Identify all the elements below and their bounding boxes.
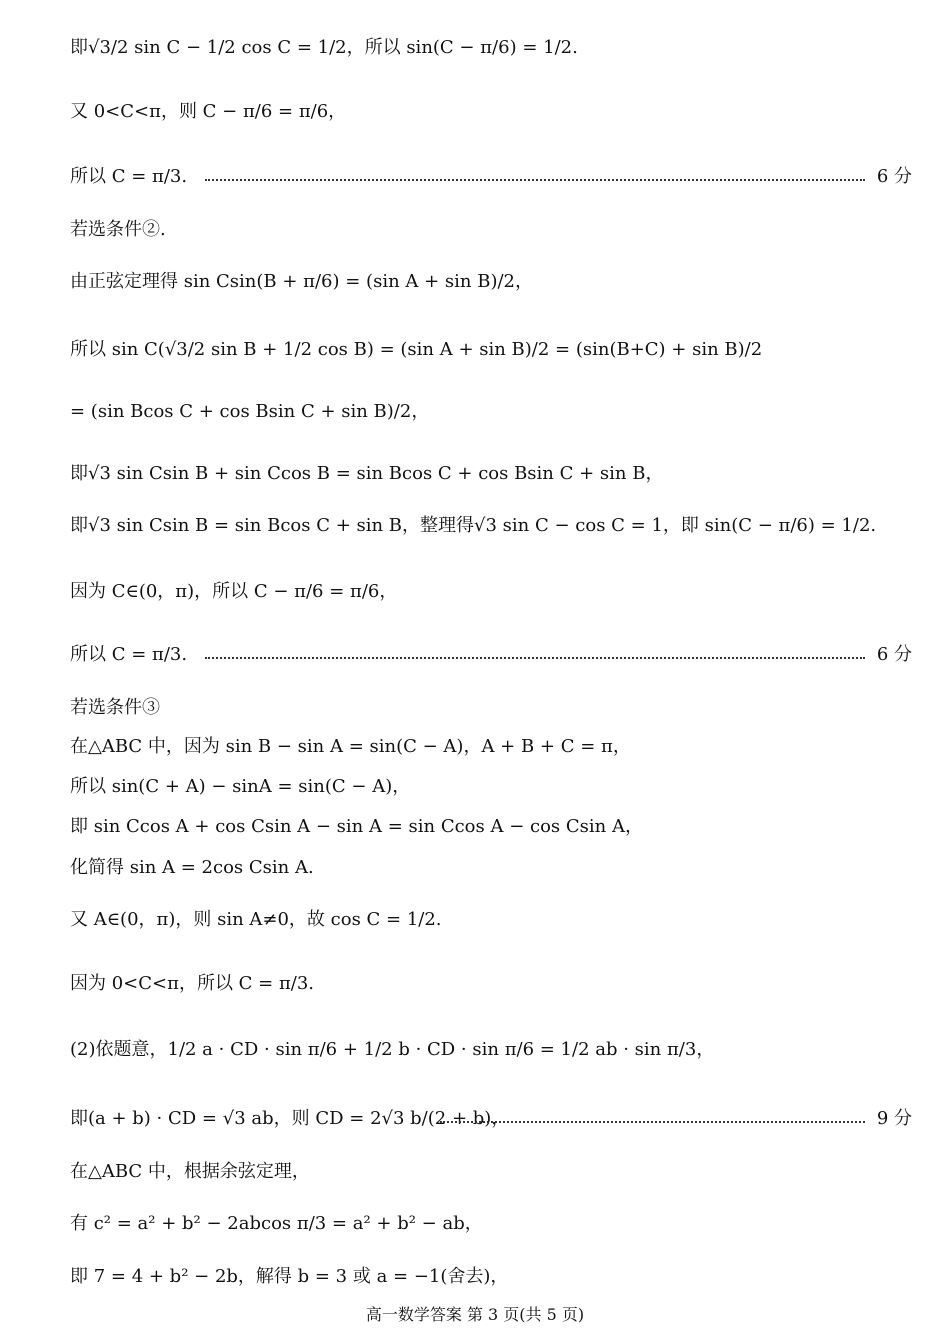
text-line-12: 若选条件③ [70, 697, 160, 718]
text-line-23: 即 7 = 4 + b² − 2b，解得 b = 3 或 a = −1(舍去)， [70, 1266, 509, 1287]
text-line-18: 因为 0<C<π，所以 C = π/3. [70, 973, 315, 994]
text-line-1: 即√3/2 sin C − 1/2 cos C = 1/2，所以 sin(C − π/6) = 1/2. [70, 37, 578, 58]
text-line-10: 因为 C∈(0，π)，所以 C − π/6 = π/6， [70, 581, 398, 602]
leader-dots [440, 1121, 865, 1123]
text-line-14: 所以 sin(C + A) − sinA = sin(C − A)， [70, 776, 411, 797]
text-line-2: 又 0<C<π，则 C − π/6 = π/6， [70, 101, 347, 122]
text-line-13: 在△ABC 中，因为 sin B − sin A = sin(C − A)，A + B + C = π， [70, 736, 631, 757]
leader-dots [205, 657, 865, 659]
text-line-3: 所以 C = π/3. [70, 166, 188, 187]
score-label: 6 分 [876, 644, 912, 665]
text-line-16: 化简得 sin A = 2cos Csin A. [70, 857, 314, 878]
text-line-21: 在△ABC 中，根据余弦定理， [70, 1161, 310, 1182]
text-line-7: = (sin Bcos C + cos Bsin C + sin B)/2， [70, 401, 430, 422]
text-line-11: 所以 C = π/3. [70, 644, 188, 665]
text-line-6: 所以 sin C(√3/2 sin B + 1/2 cos B) = (sin A + sin B)/2 = (sin(B+C) + sin B)/2 [70, 339, 763, 360]
score-label: 9 分 [876, 1108, 912, 1129]
text-line-4: 若选条件②. [70, 219, 166, 240]
score-label: 6 分 [876, 166, 912, 187]
text-line-19: (2)依题意，1/2 a · CD · sin π/6 + 1/2 b · CD · sin π/6 = 1/2 ab · sin π/3， [70, 1039, 715, 1060]
leader-dots [205, 179, 865, 181]
page-footer: 高一数学答案 第 3 页(共 5 页) [365, 1305, 585, 1324]
text-line-8: 即√3 sin Csin B + sin Ccos B = sin Bcos C + cos Bsin C + sin B， [70, 463, 664, 484]
text-line-9: 即√3 sin Csin B = sin Bcos C + sin B，整理得√3 sin C − cos C = 1，即 sin(C − π/6) = 1/2. [70, 515, 877, 536]
text-line-15: 即 sin Ccos A + cos Csin A − sin A = sin Ccos A − cos Csin A， [70, 816, 643, 837]
text-line-22: 有 c² = a² + b² − 2abcos π/3 = a² + b² − ab， [70, 1213, 483, 1234]
text-line-17: 又 A∈(0，π)，则 sin A≠0，故 cos C = 1/2. [70, 909, 442, 930]
text-line-20: 即(a + b) · CD = √3 ab，则 CD = 2√3 b/(2 + b)， [70, 1108, 510, 1129]
text-line-5: 由正弦定理得 sin Csin(B + π/6) = (sin A + sin B)/2， [70, 271, 533, 292]
